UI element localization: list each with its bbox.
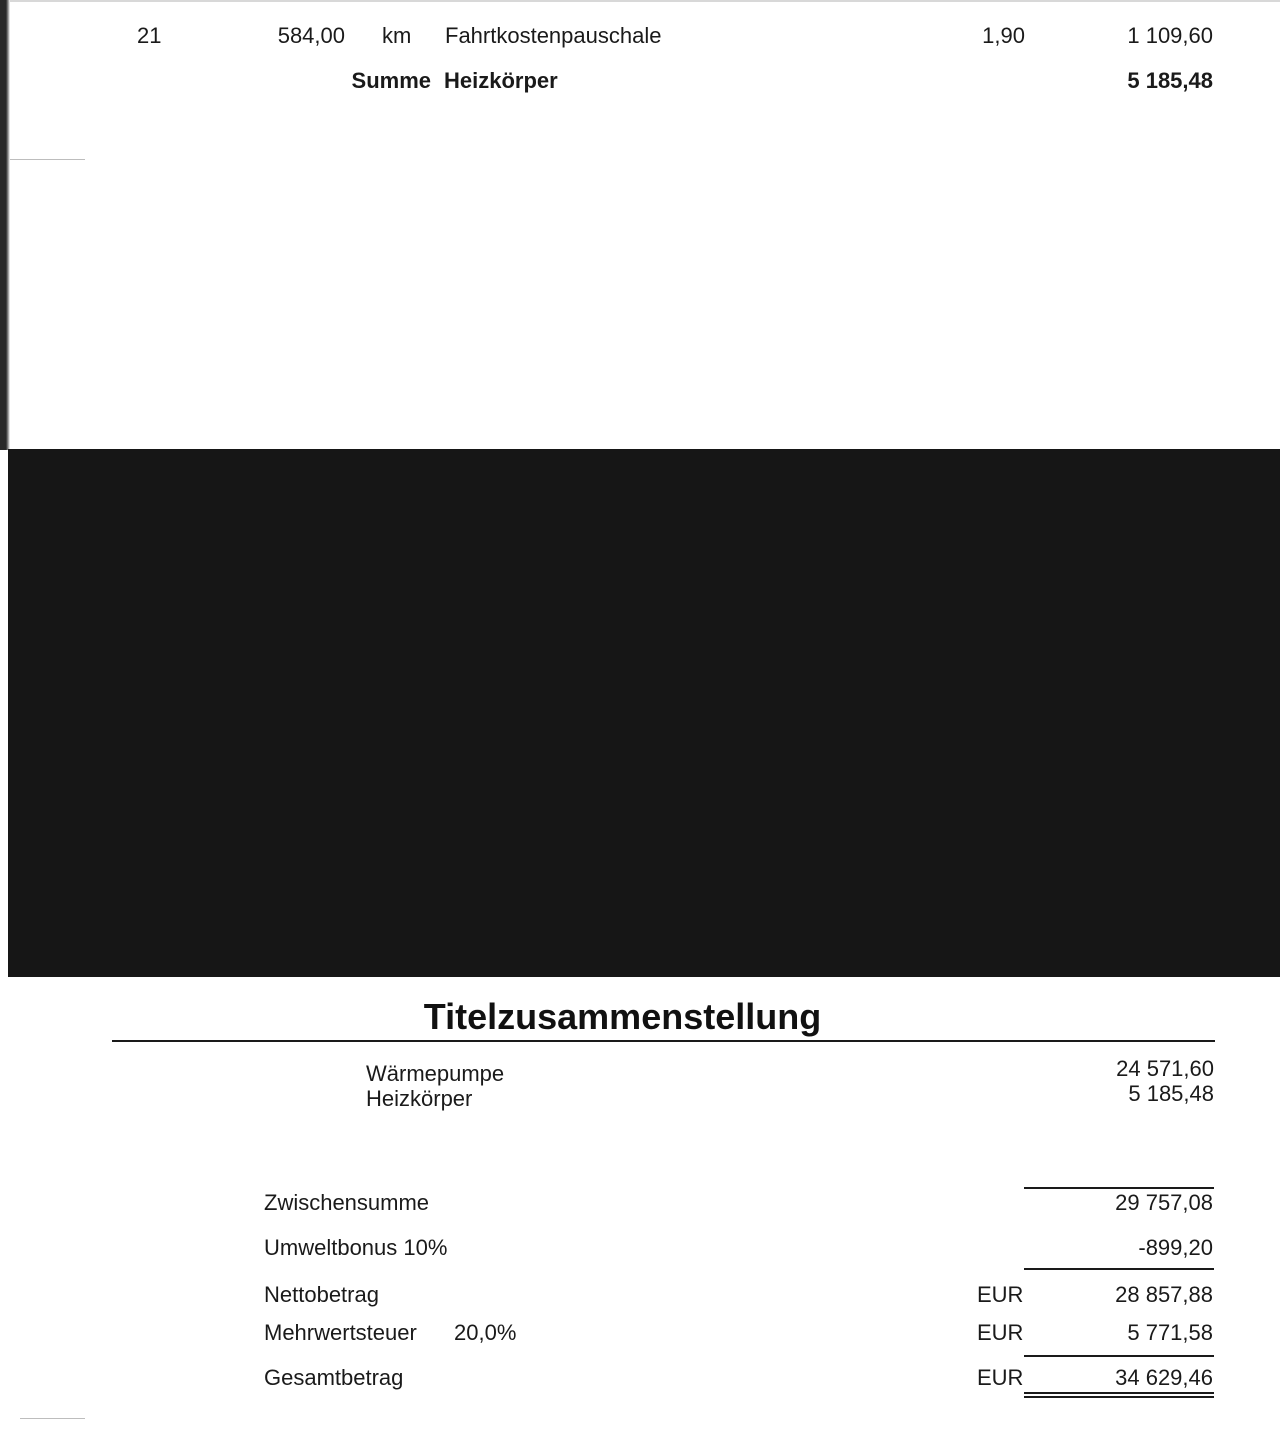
title-name-heat-pump: Wärmepumpe bbox=[366, 1061, 505, 1086]
margin-tick-line bbox=[10, 159, 85, 160]
position-total: 1 109,60 bbox=[1127, 23, 1213, 48]
total-double-rule bbox=[1024, 1392, 1214, 1398]
title-name-radiators: Heizkörper bbox=[366, 1086, 473, 1111]
net-label: Nettobetrag bbox=[264, 1282, 379, 1307]
vat-value: 5 771,58 bbox=[1127, 1320, 1213, 1345]
discount-value: -899,20 bbox=[1138, 1235, 1213, 1260]
net-currency: EUR bbox=[977, 1282, 1024, 1307]
vat-label: Mehrwertsteuer bbox=[264, 1320, 417, 1345]
gross-currency: EUR bbox=[977, 1365, 1024, 1390]
position-description: Fahrtkostenpauschale bbox=[445, 23, 662, 48]
position-unit: km bbox=[382, 23, 412, 48]
gross-value: 34 629,46 bbox=[1115, 1365, 1213, 1390]
net-value: 28 857,88 bbox=[1115, 1282, 1213, 1307]
summary-heading: Titelzusammenstellung bbox=[423, 996, 822, 1037]
page-top-edge bbox=[0, 0, 1280, 2]
section-sum-label: Summe bbox=[351, 68, 431, 93]
position-unit-price: 1,90 bbox=[982, 23, 1025, 48]
position-number: 21 bbox=[137, 23, 162, 48]
subtotal-value: 29 757,08 bbox=[1115, 1190, 1213, 1215]
page-left-edge-shadow bbox=[0, 0, 10, 450]
heading-rule bbox=[112, 1040, 1215, 1042]
discount-label: Umweltbonus 10% bbox=[264, 1235, 448, 1260]
position-quantity: 584,00 bbox=[277, 23, 345, 48]
section-sum-title: Heizkörper bbox=[444, 68, 558, 93]
vat-rate: 20,0% bbox=[454, 1320, 517, 1345]
subtotal-label: Zwischensumme bbox=[264, 1190, 430, 1215]
discount-rule bbox=[1024, 1268, 1214, 1270]
margin-tick-line-bottom bbox=[20, 1418, 85, 1419]
vat-rule bbox=[1024, 1355, 1214, 1357]
title-value-radiators: 5 185,48 bbox=[1128, 1081, 1214, 1106]
gross-label: Gesamtbetrag bbox=[264, 1365, 404, 1390]
subtotal-rule bbox=[1024, 1187, 1214, 1189]
section-sum-value: 5 185,48 bbox=[1127, 68, 1213, 93]
title-value-heat-pump: 24 571,60 bbox=[1116, 1056, 1214, 1081]
redacted-area bbox=[8, 449, 1280, 977]
vat-currency: EUR bbox=[977, 1320, 1024, 1345]
